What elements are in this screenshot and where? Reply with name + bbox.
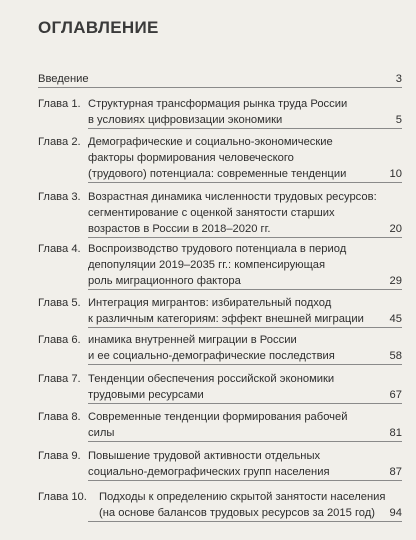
toc-entry-label: Глава 2. — [38, 136, 81, 148]
toc-entry-underline — [88, 480, 402, 481]
toc-entry-label: Глава 6. — [38, 334, 81, 346]
toc-entry-underline — [88, 521, 402, 522]
toc-entry-page-number: 67 — [389, 389, 402, 401]
toc-entry-title-line: Воспроизводство трудового потенциала в период — [88, 243, 347, 255]
page-title: ОГЛАВЛЕНИЕ — [38, 18, 159, 37]
toc-entry-underline — [88, 237, 402, 238]
toc-entry-title-line: Интеграция мигрантов: избирательный подход — [88, 297, 332, 309]
toc-entry-title-line: сегментирование с оценкой занятости старших — [88, 207, 335, 219]
toc-entry-underline — [88, 289, 402, 290]
toc-entry-label: Глава 8. — [38, 411, 81, 423]
toc-entry-underline — [88, 364, 402, 365]
toc-entry-title-line: Повышение трудовой активности отдельных — [88, 450, 321, 462]
toc-entry-title-line: возрастов в России в 2018–2020 гг. — [88, 223, 271, 235]
toc-entry-title — [99, 489, 402, 521]
toc-entry-page-number: 10 — [389, 168, 402, 180]
toc-entry[interactable] — [0, 189, 416, 237]
toc-entry-underline — [88, 441, 402, 442]
toc-entry-title-line: (на основе балансов трудовых ресурсов за 2015 год) — [99, 507, 376, 519]
toc-entry-label: Глава 9. — [38, 450, 81, 462]
toc-entry-title-line: Современные тенденции формирования рабочей — [88, 411, 348, 423]
toc-entry-title — [88, 241, 402, 289]
toc-entry-page-number: 29 — [389, 275, 402, 287]
toc-entry[interactable] — [0, 489, 416, 521]
toc-entry-title-line: к различным категориям: эффект внешней миграции — [88, 313, 364, 325]
toc-entry-underline — [88, 182, 402, 183]
toc-entry-title — [88, 371, 402, 403]
toc-entry-page-number: 45 — [389, 313, 402, 325]
toc-entry[interactable] — [0, 371, 416, 403]
toc-entry-underline — [38, 87, 402, 88]
toc-entry[interactable] — [0, 409, 416, 441]
toc-entry-title-line: Возрастная динамика численности трудовых ресурсов: — [88, 191, 377, 203]
toc-entry-title — [88, 448, 402, 480]
toc-entry-title-line: депопуляции 2019–2035 гг.: компенсирующая — [88, 259, 326, 271]
toc-entry-title-line: Демографические и социально-экономические — [88, 136, 333, 148]
toc-entry-title — [88, 189, 402, 237]
toc-entry[interactable] — [0, 448, 416, 480]
toc-entry-page-number: 81 — [389, 427, 402, 439]
toc-entry[interactable] — [0, 134, 416, 182]
toc-entry-page-number: 94 — [389, 507, 402, 519]
toc-entry-title-line: инамика внутренней миграции в России — [88, 334, 297, 346]
toc-entry-page-number: 20 — [389, 223, 402, 235]
toc-entry-label: Глава 1. — [38, 98, 81, 110]
toc-entry[interactable] — [0, 96, 416, 128]
toc-entry-title-line: силы — [88, 427, 115, 439]
toc-entry-label: Глава 10. — [38, 491, 87, 503]
toc-entry-title-line: Тенденции обеспечения российской экономики — [88, 373, 335, 385]
toc-entry-title — [88, 134, 402, 182]
toc-entry-title-line: и ее социально-демографические последствия — [88, 350, 335, 362]
toc-entry-label: Глава 3. — [38, 191, 81, 203]
toc-entry-page-number: 87 — [389, 466, 402, 478]
toc-entry-label: Глава 7. — [38, 373, 81, 385]
toc-entry-title — [88, 409, 402, 441]
toc-entry[interactable] — [0, 241, 416, 289]
toc-entry-title-line: в условиях цифровизации экономики — [88, 114, 283, 126]
toc-entry[interactable] — [0, 332, 416, 364]
toc-entry[interactable] — [0, 295, 416, 327]
toc-entry-title-line: социально-демографических групп населения — [88, 466, 330, 478]
toc-entry[interactable] — [0, 71, 416, 87]
toc-entry-page-number: 5 — [395, 114, 402, 126]
toc-entry-title — [88, 96, 402, 128]
toc-entry-title — [88, 295, 402, 327]
toc-entry-title-line: Структурная трансформация рынка труда России — [88, 98, 348, 110]
toc-entry-label: Глава 4. — [38, 243, 81, 255]
toc-entry-underline — [88, 403, 402, 404]
toc-entry-title-line: трудовыми ресурсами — [88, 389, 204, 401]
toc-entry-underline — [88, 128, 402, 129]
toc-entry-title-line: роль миграционного фактора — [88, 275, 241, 287]
toc-entry-title-line: Подходы к определению скрытой занятости населения — [99, 491, 386, 503]
toc-entry-title — [88, 332, 402, 364]
toc-entry-underline — [88, 327, 402, 328]
toc-entry-title-line: факторы формирования человеческого — [88, 152, 294, 164]
toc-entry-label: Глава 5. — [38, 297, 81, 309]
toc-entry-page-number: 3 — [395, 73, 402, 85]
toc-entry-label: Введение — [38, 73, 89, 85]
toc-entry-page-number: 58 — [389, 350, 402, 362]
toc-entry-title-line: (трудового) потенциала: современные тенденции — [88, 168, 347, 180]
